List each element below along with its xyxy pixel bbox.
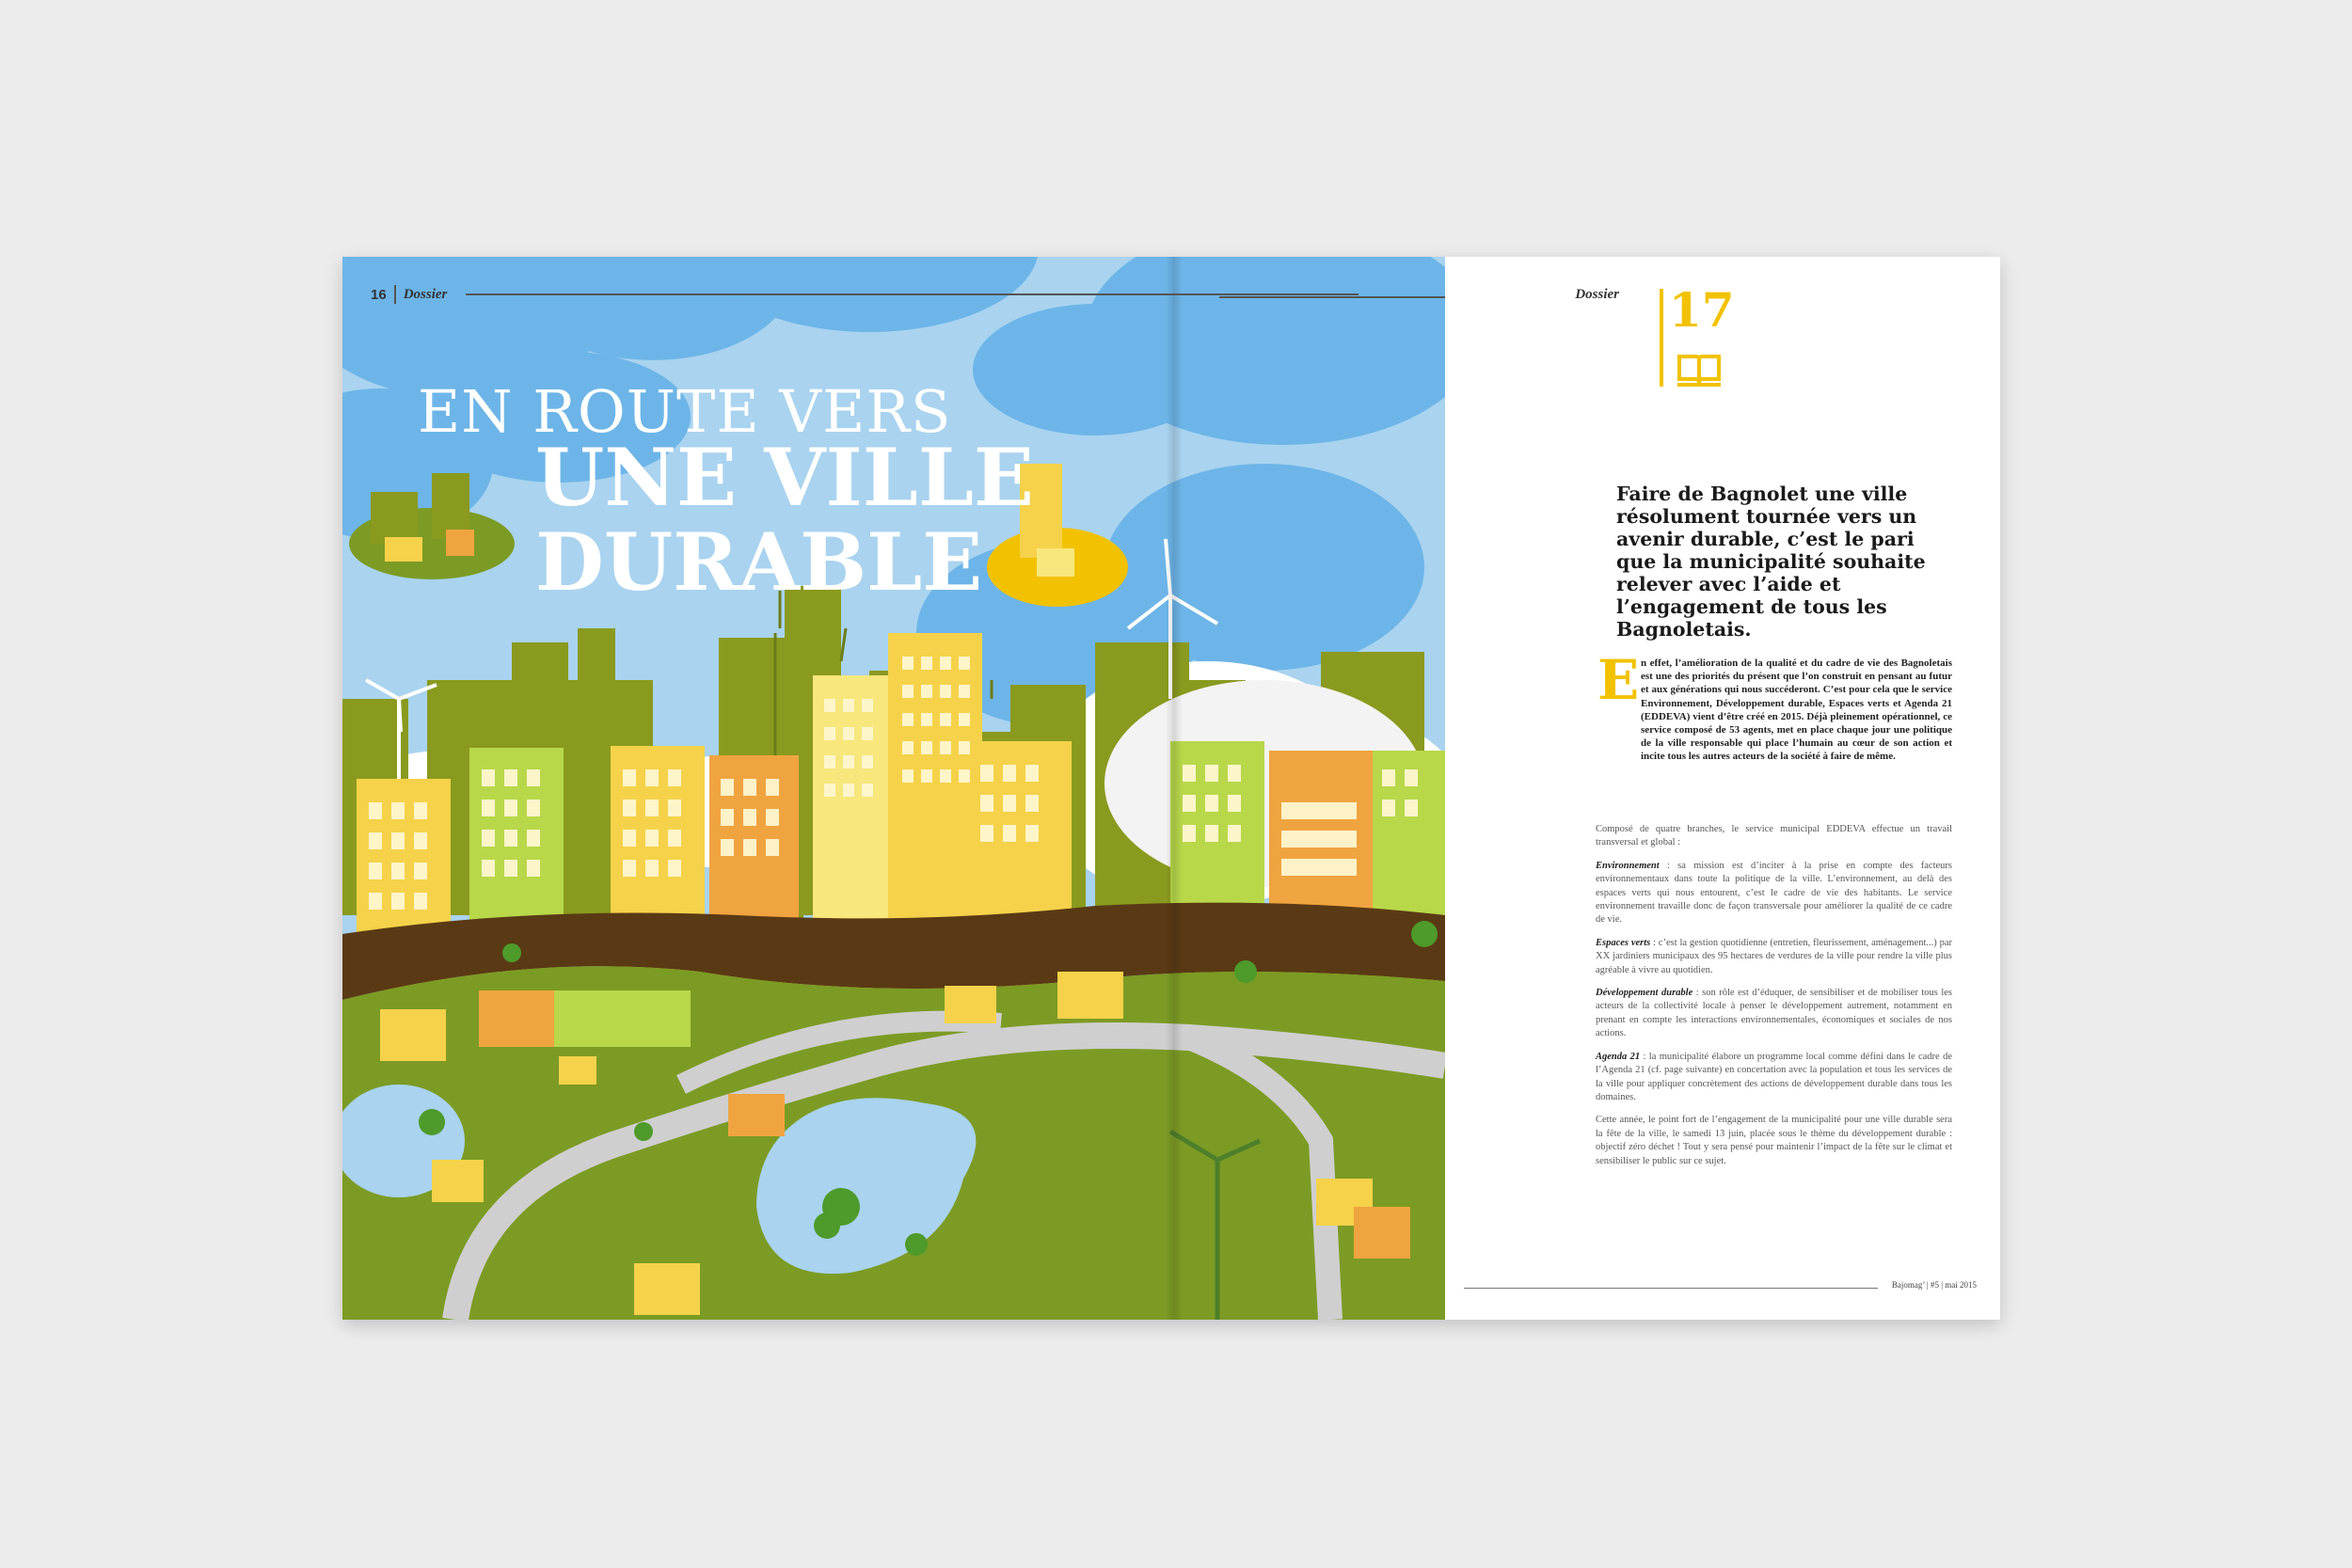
item-espaces-verts	[1596, 937, 1952, 977]
item-term: Espaces verts	[1596, 937, 1651, 948]
lead-paragraph: n effet, l’amélioration de la qualité et du cadre de vie des Bagnoletais est une des priorités du présent que l’on construit en pensant au futur et aux générations qui nous succéderont. C’est pour cela que le service Environnement, Développement durable, Espaces verts et Agenda 21 (EDDEVA) vient d’être créé en 2015. Déjà pleinement opérationnel, ce service composé de 53 agents, met en place chaque jour une politique de la ville responsable qui place l’humain au cœur de son action et incite tous les autres acteurs de la société à faire de même.	[1641, 657, 1952, 763]
magazine-spread	[342, 257, 2000, 1320]
headline-line-3: DURABLE	[535, 515, 983, 609]
right-page-number: 17	[1669, 282, 1735, 338]
intro-paragraph: Faire de Bagnolet une ville résolument tournée vers un avenir durable, c’est le pari que la municipalité souhaite relever avec l’aide et l’engagement de tous les Bagnoletais.	[1616, 483, 1926, 641]
city-illustration	[342, 257, 1445, 1320]
drop-cap: E	[1597, 648, 1640, 712]
left-page-number: 16	[371, 286, 387, 303]
headline-line-1: EN ROUTE VERS	[418, 377, 952, 446]
left-section-label: Dossier	[403, 286, 448, 302]
body-text	[1596, 823, 1952, 1178]
right-page	[1445, 257, 2000, 1320]
footer-rule	[1464, 1288, 1878, 1289]
right-header-rule	[1219, 296, 1445, 298]
item-text: : son rôle est d’éduquer, de sensibiliser et de mobiliser tous les acteurs de la collectivité locale à penser le développement autrement, notamment en prenant en compte les interactions environnementales, économiques et sociales de nos actions.	[1596, 988, 1952, 1039]
item-agenda-21	[1596, 1051, 1952, 1105]
item-text: : la municipalité élabore un programme local comme défini dans le cadre de l’Agenda 21 (cf. page suivante) en concertation avec la population et tous les services de la ville pour appliquer concrètement des actions de développement durable dans tous les domaines.	[1596, 1051, 1952, 1102]
right-section-label: Dossier	[1575, 287, 1619, 302]
center-gutter-shadow	[1166, 257, 1183, 1320]
book-icon	[1676, 351, 1723, 388]
item-text: : sa mission est d’inciter à la prise en compte des facteurs environnementaux dans toute la politique de la ville. L’environnement, au delà des espaces verts qui nous entourent, c’est le cadre de vie des habitants. Le service environnement travaille donc de façon transversale pour améliorer la qualité de ce cadre de vie.	[1596, 860, 1952, 926]
page-number-accent-bar	[1660, 289, 1663, 387]
item-term: Développement durable	[1596, 988, 1693, 999]
item-term: Environnement	[1596, 860, 1660, 871]
item-environnement	[1596, 860, 1952, 927]
item-developpement-durable	[1596, 987, 1952, 1041]
header-rule	[466, 293, 1359, 295]
header-divider	[394, 285, 396, 304]
footer-credit: Bajomag’ | #5 | mai 2015	[1891, 1280, 1977, 1290]
headline-line-2: UNE VILLE	[535, 431, 1034, 524]
closing-paragraph: Cette année, le point fort de l’engagement de la municipalité pour une ville durable sera la fête de la ville, le samedi 13 juin, placée sous le thème du développement durable : objectif zéro déchet ! Tout y sera pensé pour maintenir l’impact de la fête sur le climat et sensibiliser le public sur ce sujet.	[1596, 1115, 1952, 1166]
headline-main	[535, 431, 1034, 609]
item-term: Agenda 21	[1596, 1051, 1641, 1062]
item-text: : c’est la gestion quotidienne (entretien, fleurissement, aménagement...) par XX jardiniers municipaux des 95 hectares de verdures de la ville pour rendre la ville plus agréable à vivre au quotidien.	[1596, 937, 1952, 975]
left-page-header	[371, 283, 1180, 306]
body-intro: Composé de quatre branches, le service municipal EDDEVA effectue un travail transversal et global :	[1596, 824, 1952, 848]
